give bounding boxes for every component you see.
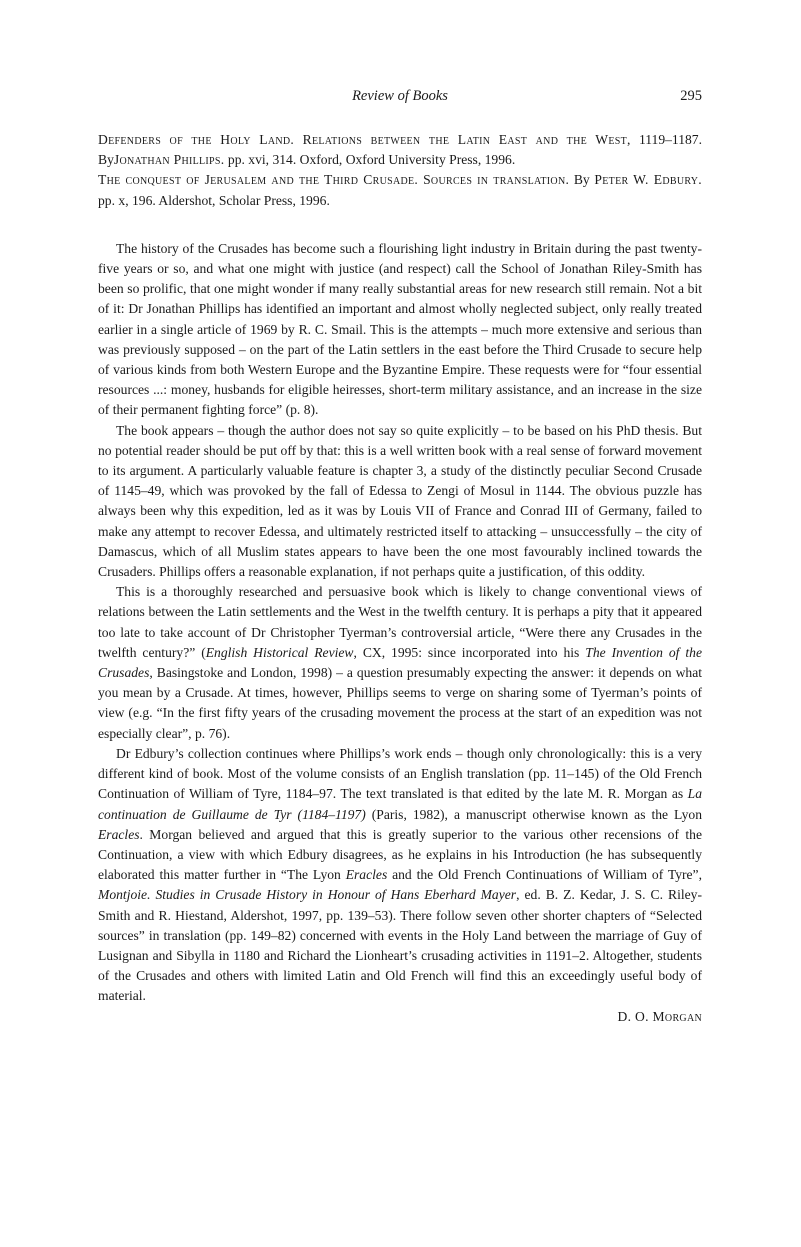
text-run: (Paris, 1982), a manuscript otherwise known as the Lyon xyxy=(365,806,702,822)
paragraph: The history of the Crusades has become such a flourishing light industry in Britain during the past twenty-five years or so, and what one might with justice (and respect) call the School of Jonathan Riley-Smith has been so prolific, that one might wonder if many really substantial areas for new research still remain. Not a bit of it: Dr Jonathan Phillips has identified an important and almost wholly neglected subject, only really treated earlier in a single article of 1969 by R. C. Smail. This is the attempts – much more extensive and serious than was previously supposed – on the part of the Latin settlers in the east before the Third Crusade to secure help of various kinds from both Western Europe and the Byzantine Empire. These requests were for “four essential resources ...: money, husbands for eligible heiresses, short-term military assistance, and an increase in the size of their permanent fighting force” (p. 8). xyxy=(98,240,702,418)
book-entry xyxy=(98,130,702,170)
running-head-title: Review of Books xyxy=(352,88,448,104)
text-run: , CX, 1995: since incorporated into his xyxy=(353,644,586,660)
page-number: 295 xyxy=(680,88,702,104)
review-body xyxy=(98,239,702,1027)
review-page xyxy=(98,88,702,1027)
text-run: . Morgan believed and argued that this is greatly superior to the various other recensions of the Continuation, a view with which Edbury disagrees, as he explains in his Introduction (he has subsequently elaborated this matter further in “The Lyon xyxy=(98,826,702,883)
paragraph xyxy=(98,582,702,744)
book-by: By xyxy=(98,152,114,168)
book-author: Jonathan Phillips. xyxy=(113,152,225,168)
text-run: , ed. B. Z. Kedar, J. S. C. Riley-Smith and R. Hiestand, Aldershot, 1997, pp. 139–53). There follow seven other shorter chapters of “Selected sources” in translation (pp. 149–82) concerned with events in the Holy Land between the marriage of Guy of Lusignan and Sibylla in 1180 and Richard the Lionheart’s crusading activities in 1191–2. Altogether, students of the Crusades and others with limited Latin and Old French will find this an exceedingly useful body of material. xyxy=(98,887,702,1004)
reviewed-books xyxy=(98,130,702,211)
running-head xyxy=(98,88,702,114)
book-title: Defenders of the Holy Land. Relations between the Latin East and the West, xyxy=(98,132,631,147)
italic-title: Montjoie. Studies in Crusade History in Honour of Hans Eberhard Mayer xyxy=(98,887,517,903)
text-run: and the Old French Continuations of William of Tyre”, xyxy=(387,867,702,883)
book-title: The conquest of Jerusalem and the Third Crusade. Sources in translation. xyxy=(98,172,570,188)
italic-title: Eracles xyxy=(98,826,140,842)
book-details: pp. xvi, 314. Oxford, Oxford University Press, 1996. xyxy=(227,152,516,168)
paragraph xyxy=(98,744,702,1007)
text-run: , Basingstoke and London, 1998) – a question presumably expecting the answer: it depends on what you mean by a Crusade. At times, however, Phillips seems to verge on sharing some of Tyerman’s points of view (e.g. “In the first fifty years of the crusading movement the process at the start of an expedition was not especially clear”, p. 76). xyxy=(98,665,702,741)
text-run: This is a thoroughly researched and persuasive book which is likely to change conventional views of relations between the Latin settlements and the West in the twelfth century. It is perhaps a pity that it appeared too late to take account of Dr Christopher Tyerman’s controversial article, “Were there any Crusades in the twelfth century?” ( xyxy=(98,584,702,660)
italic-title: La continuation de Guillaume de Tyr (1184–1197) xyxy=(98,786,702,822)
italic-title: English Historical Review xyxy=(205,644,354,660)
book-dates: 1119–1187. xyxy=(638,132,702,147)
text-run: Dr Edbury’s collection continues where Phillips’s work ends – though only chronologically: this is a very different kind of book. Most of the volume consists of an English translation (pp. 11–145) of the Old French Continuation of William of Tyre, 1184–97. The text translated is that edited by the late M. R. Morgan as xyxy=(98,745,702,802)
italic-title: The Invention of the Crusades xyxy=(98,644,702,681)
italic-title: Eracles xyxy=(345,867,388,883)
book-by: By xyxy=(573,172,590,188)
paragraph: The book appears – though the author does not say so quite explicitly – to be based on his PhD thesis. But no potential reader should be put off by that: this is a well written book with a real sense of forward movement to its argument. A particularly valuable feature is chapter 3, a study of the distinctly peculiar Second Crusade of 1145–49, which was provoked by the fall of Edessa to Zengi of Mosul in 1144. The obvious puzzle has always been why this expedition, led as it was by Louis VII of France and Conrad III of Germany, failed to make any attempt to recover Edessa, and ultimately restricted itself to attacking – unsuccessfully – the city of Damascus, which of all Muslim states appears to have been the one most favourably inclined towards the Crusaders. Phillips offers a reasonable explanation, if not perhaps quite a justification, of this oddity. xyxy=(98,422,702,580)
book-details: pp. x, 196. Aldershot, Scholar Press, 1996. xyxy=(98,192,330,208)
reviewer-signature: D. O. Morgan xyxy=(617,1008,702,1024)
book-author: Peter W. Edbury. xyxy=(594,172,702,188)
book-entry xyxy=(98,170,702,210)
